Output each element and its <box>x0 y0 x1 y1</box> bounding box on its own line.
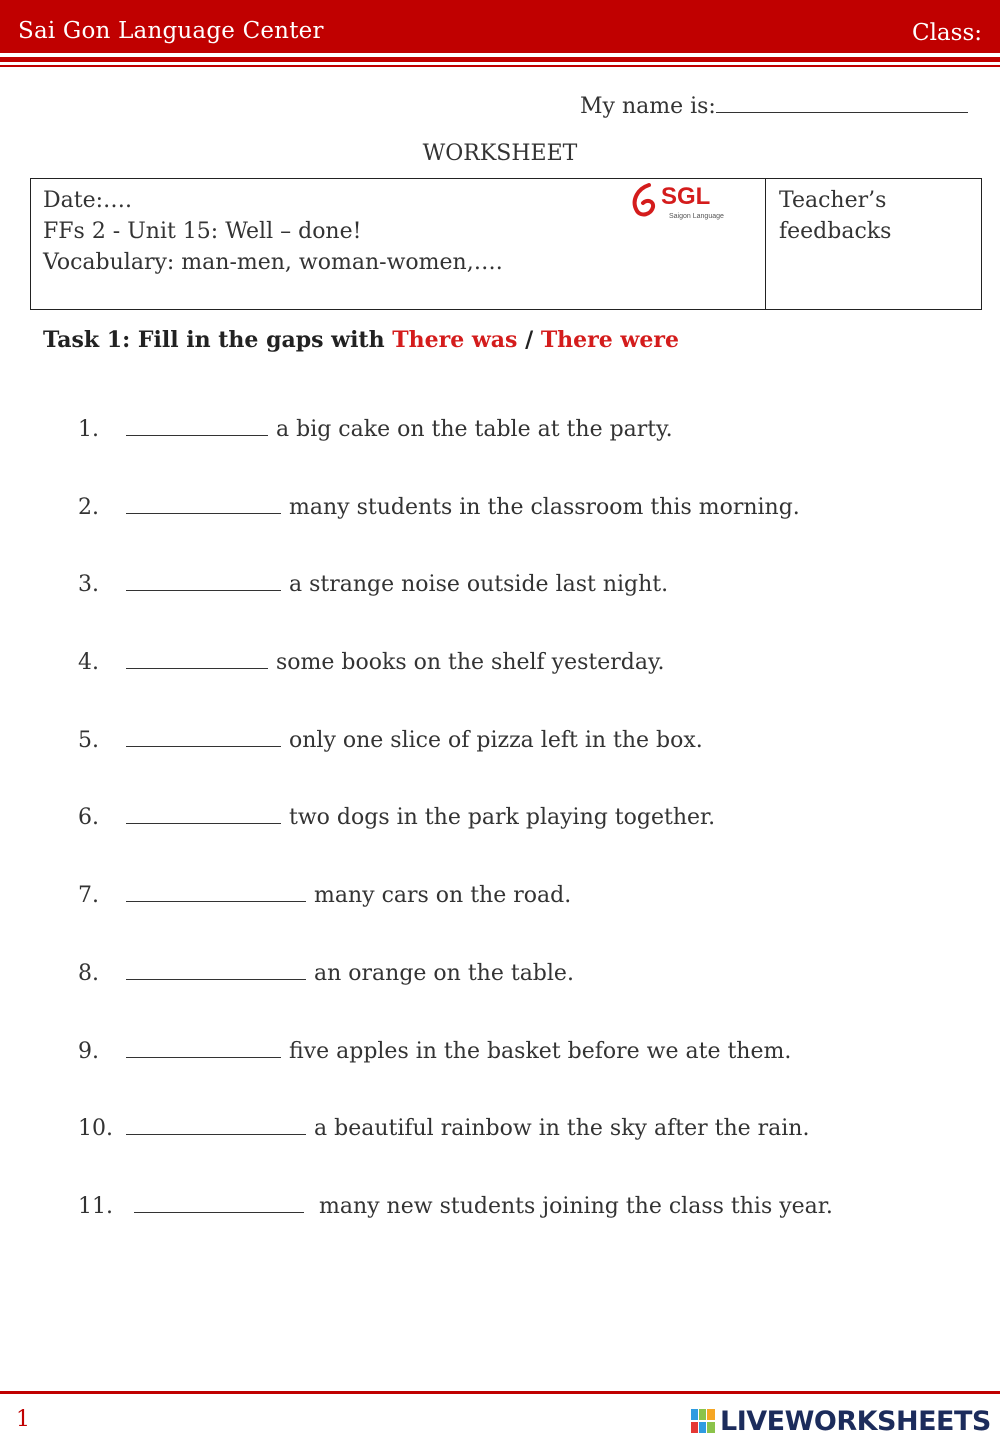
exercise-item <box>78 648 978 726</box>
answer-blank[interactable] <box>126 415 268 436</box>
worksheet-title: WORKSHEET <box>422 141 578 166</box>
item-text: many cars on the road. <box>314 883 572 909</box>
item-text: many students in the classroom this morning. <box>289 494 800 520</box>
answer-blank[interactable] <box>126 493 281 514</box>
feedback-line-2: feedbacks <box>779 219 892 244</box>
answer-blank[interactable] <box>134 1192 304 1213</box>
item-number: 7. <box>78 883 99 909</box>
item-text: many new students joining the class this year. <box>312 1193 833 1219</box>
answer-blank[interactable] <box>126 881 306 902</box>
class-label: Class: <box>911 20 982 46</box>
task-prefix: Task 1: Fill in the gaps with <box>43 327 393 353</box>
exercise-item <box>78 803 978 881</box>
item-number: 9. <box>78 1038 99 1064</box>
header-thin-rule <box>0 65 1000 67</box>
item-text: a beautiful rainbow in the sky after the rain. <box>314 1116 810 1142</box>
page-number: 1 <box>16 1407 30 1432</box>
answer-blank[interactable] <box>126 1037 281 1058</box>
feedback-line-1: Teacher’s <box>779 188 887 213</box>
exercise-item <box>78 959 978 1037</box>
item-number: 1. <box>78 417 99 442</box>
item-number: 11. <box>78 1193 113 1219</box>
info-divider <box>765 179 766 309</box>
item-number: 6. <box>78 805 99 831</box>
item-number: 3. <box>78 572 99 598</box>
exercise-item <box>78 1037 978 1115</box>
sgl-swirl-icon <box>635 185 653 214</box>
item-number: 8. <box>78 960 99 986</box>
item-text: a big cake on the table at the party. <box>276 417 673 442</box>
exercise-item <box>78 493 978 571</box>
answer-blank[interactable] <box>126 570 281 591</box>
item-number: 4. <box>78 650 99 676</box>
item-number: 5. <box>78 727 99 753</box>
sgl-logo-text: SGL <box>661 183 711 210</box>
exercise-item <box>78 1114 978 1192</box>
task-separator: / <box>517 327 541 353</box>
sgl-logo <box>627 179 737 223</box>
exercise-item <box>78 881 978 959</box>
answer-blank[interactable] <box>126 803 281 824</box>
name-blank[interactable] <box>716 90 968 113</box>
vocabulary-line: Vocabulary: man-men, woman-women,…. <box>43 250 503 275</box>
liveworksheets-icon <box>690 1408 716 1434</box>
liveworksheets-logo[interactable] <box>690 1404 991 1438</box>
task-option-there-was: There was <box>392 327 518 353</box>
header-rule <box>0 57 1000 62</box>
teacher-feedback <box>779 185 891 247</box>
exercise-item <box>78 1192 978 1270</box>
item-text: only one slice of pizza left in the box. <box>289 727 703 753</box>
footer-rule <box>0 1391 1000 1394</box>
answer-blank[interactable] <box>126 1114 306 1135</box>
item-text: a strange noise outside last night. <box>289 572 669 598</box>
sgl-logo-subtext: Saigon Language <box>669 213 724 220</box>
liveworksheets-brand: LIVEWORKSHEETS <box>720 1405 991 1437</box>
center-name: Sai Gon Language Center <box>18 18 324 44</box>
exercise-item <box>78 726 978 804</box>
name-line <box>580 90 968 119</box>
exercise-item <box>78 570 978 648</box>
exercise-item <box>78 415 978 493</box>
info-left <box>43 185 503 278</box>
unit-line: FFs 2 - Unit 15: Well – done! <box>43 219 362 244</box>
item-text: five apples in the basket before we ate them. <box>289 1038 792 1064</box>
item-number: 2. <box>78 494 99 520</box>
item-text: some books on the shelf yesterday. <box>276 650 665 676</box>
task-title <box>43 327 679 353</box>
answer-blank[interactable] <box>126 726 281 747</box>
item-text: two dogs in the park playing together. <box>289 805 716 831</box>
answer-blank[interactable] <box>126 648 268 669</box>
date-line: Date:…. <box>43 188 133 213</box>
item-number: 10. <box>78 1116 113 1142</box>
exercise-list <box>78 415 978 1270</box>
info-box <box>30 178 982 310</box>
item-text: an orange on the table. <box>314 960 574 986</box>
answer-blank[interactable] <box>126 959 306 980</box>
task-option-there-were: There were <box>540 327 679 353</box>
name-label: My name is: <box>580 94 716 119</box>
